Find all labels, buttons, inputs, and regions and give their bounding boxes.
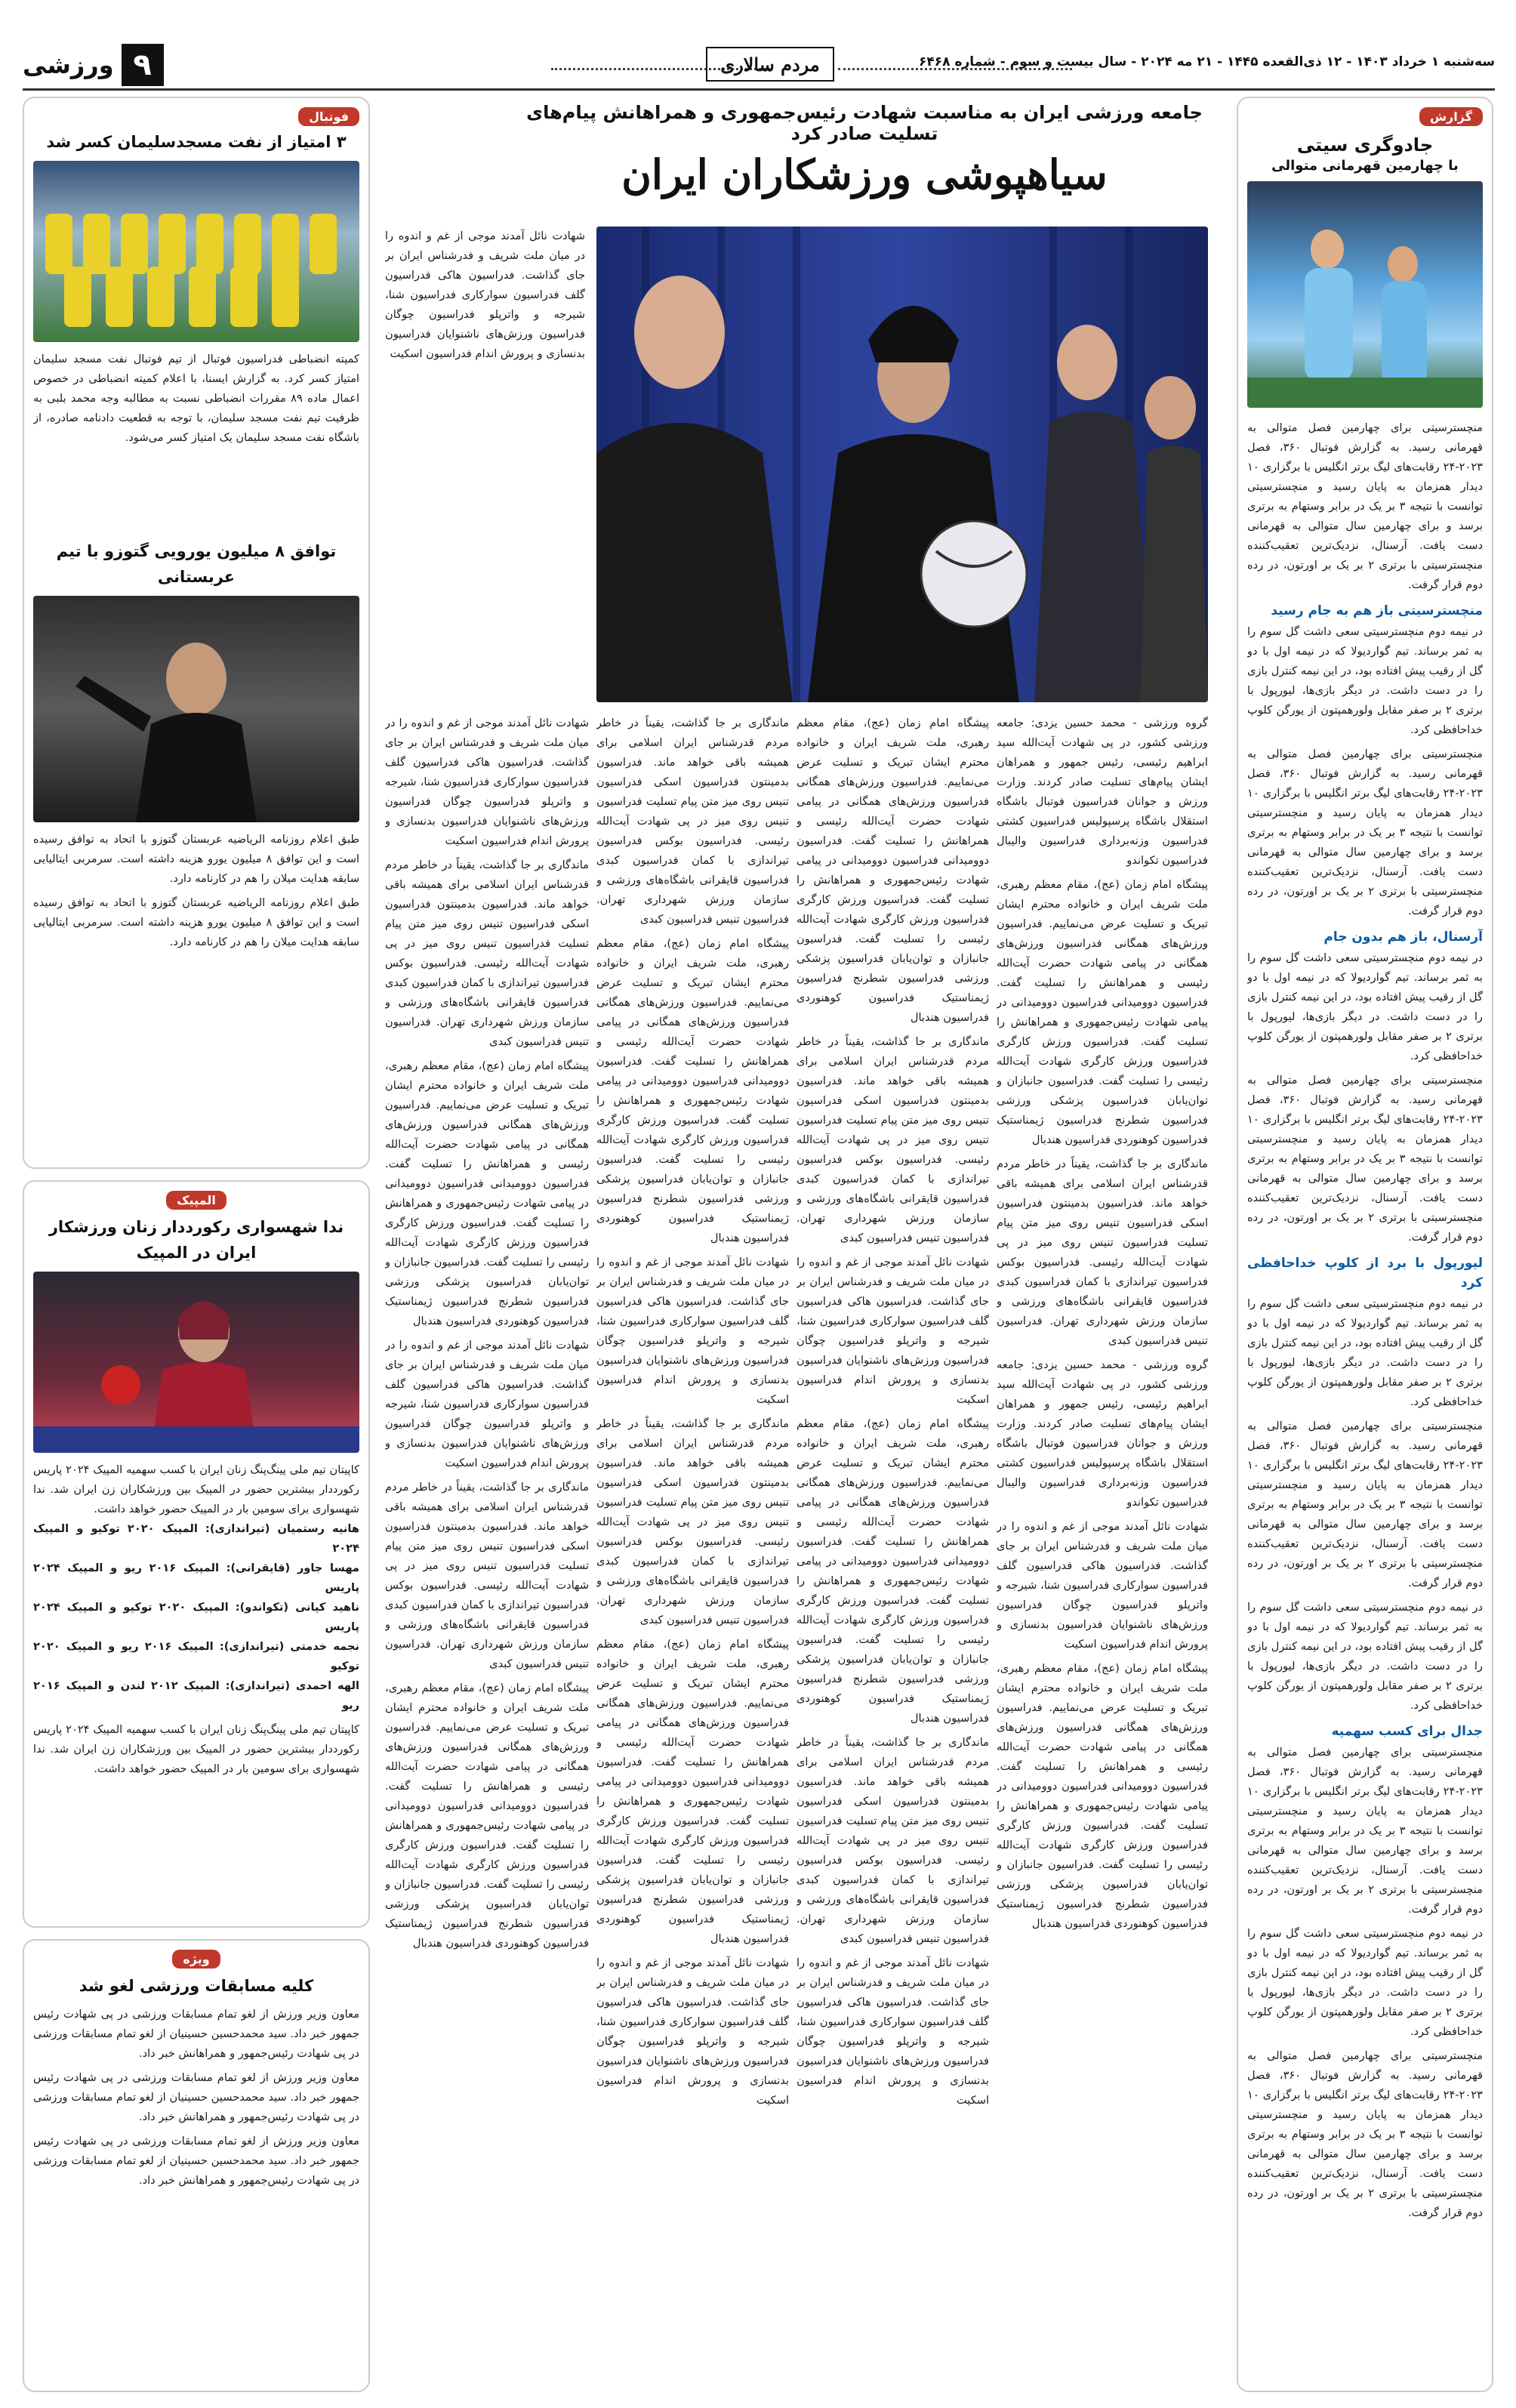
team-photo: [33, 161, 359, 342]
article-column-text: پیشگاه امام زمان (عج)، مقام معظم رهبری، ملت شریف ایران و خانواده محترم ایشان تبریک و تسلیت عرض می‌نماییم. فدراسیون ورزش‌های همگانی فدراسیون ورزش‌های همگانی در پیامی شهادت حضرت آیت‌الله رئیسی و همراهانش را تسلیت گفت. فدراسیون دوومیدانی فدراسیون دوومیدانی در پیامی شهادت رئیس‌جمهوری و همراهانش را تسلیت گفت. فدراسیون ورزش کارگری فدراسیون ورزش کارگری شهادت آیت‌الله رئیسی را تسلیت گفت. فدراسیون جانبازان و توان‌یابان فدراسیون پزشکی ورزشی فدراسیون شطرنج فدراسیون ژیمناستیک فدراسیون کوهنوردی فدراسیون هندبال: [797, 1417, 989, 1725]
article-column-text: ماندگاری بر جا گذاشت، یقیناً در خاطر مردم قدرشناس ایران اسلامی برای همیشه باقی خواهد ماند. فدراسیون بدمینتون فدراسیون اسکی فدراسیون تنیس روی میز متن پیام تسلیت فدراسیون تنیس روی میز در پی شهادت آیت‌الله رئیسی. فدراسیون بوکس فدراسیون تیراندازی با کمان فدراسیون کبدی فدراسیون قایقرانی باشگاه‌های ورزشی و سازمان ورزش شهرداری تهران. فدراسیون تنیس فدراسیون کبدی: [596, 1417, 789, 1626]
article-body-text: معاون وزیر ورزش از لغو تمام مسابقات ورزشی در پی شهادت رئیس جمهور خبر داد. سید محمدحسین حسینیان از لغو تمام مسابقات ورزشی در پی شهادت رئیس‌جمهور و همراهانش خبر داد.: [33, 2135, 359, 2187]
article-body: در نیمه دوم منچسترسیتی سعی داشت گل سوم را به ثمر برساند. تیم گواردیولا که در نیمه اول با دو گل از رقیب پیش افتاده بود، در این نیمه کنترل بازی را در دست داشت. در دیگر بازی‌ها، لیورپول با برتری ۲ بر صفر مقابل ولورهمپتون از یورگن کلوپ خداحافظی کرد.: [1247, 951, 1483, 1062]
article-column-text: شهادت نائل آمدند موجی از غم و اندوه را در میان ملت شریف و فدرشناس ایران بر جای گذاشت. فدراسیون هاکی فدراسیون گلف فدراسیون سوارکاری فدراسیون شنا، شیرجه و واترپلو فدراسیون چوگان فدراسیون ورزش‌های ناشنوایان فدراسیون بدنسازی و پرورش اندام فدراسیون اسکیت: [797, 1956, 989, 2107]
article-body-text: معاون وزیر ورزش از لغو تمام مسابقات ورزشی در پی شهادت رئیس جمهور خبر داد. سید محمدحسین حسینیان از لغو تمام مسابقات ورزشی در پی شهادت رئیس‌جمهور و همراهانش خبر داد.: [33, 2008, 359, 2060]
article-body-text: کاپیتان تیم ملی پینگ‌پنگ زنان ایران با کسب سهمیه المپیک ۲۰۲۴ پاریس رکورددار بیشترین حضور در المپیک بین ورزشکاران زن ایران شد. ندا شهسواری برای سومین بار در المپیک حضور خواهد داشت.: [33, 1723, 359, 1775]
section-tag: المپیک: [166, 1191, 226, 1210]
article-column-text: پیشگاه امام زمان (عج)، مقام معظم رهبری، ملت شریف ایران و خانواده محترم ایشان تبریک و تسلیت عرض می‌نماییم. فدراسیون ورزش‌های همگانی فدراسیون ورزش‌های همگانی در پیامی شهادت حضرت آیت‌الله رئیسی و همراهانش را تسلیت گفت. فدراسیون دوومیدانی فدراسیون دوومیدانی در پیامی شهادت رئیس‌جمهوری و همراهانش را تسلیت گفت. فدراسیون ورزش کارگری فدراسیون ورزش کارگری شهادت آیت‌الله رئیسی را تسلیت گفت. فدراسیون جانبازان و توان‌یابان فدراسیون پزشکی ورزشی فدراسیون شطرنج فدراسیون ژیمناستیک فدراسیون کوهنوردی فدراسیون هندبال: [997, 1662, 1208, 1930]
article-subtitle: با چهارمین قهرمانی متوالی: [1271, 158, 1459, 174]
article-column-text: گروه ورزشی - محمد حسین یزدی: جامعه ورزشی کشور، در پی شهادت آیت‌الله سید ابراهیم رئیسی، رئیس جمهور و همراهان ایشان پیام‌های تسلیت صادر کردند. وزارت ورزش و جوانان فدراسیون فوتبال باشگاه استقلال باشگاه پرسپولیس فدراسیون کشتی فدراسیون وزنه‌برداری فدراسیون والیبال فدراسیون تکواندو: [997, 1358, 1208, 1509]
newspaper-logo: مردم سالاری: [706, 47, 834, 82]
section-tag: گزارش: [1419, 107, 1483, 126]
article-body: در نیمه دوم منچسترسیتی سعی داشت گل سوم را به ثمر برساند. تیم گواردیولا که در نیمه اول با دو گل از رقیب پیش افتاده بود، در این نیمه کنترل بازی را در دست داشت. در دیگر بازی‌ها، لیورپول با برتری ۲ بر صفر مقابل ولورهمپتون از یورگن کلوپ خداحافظی کرد.: [1247, 1297, 1483, 1408]
article-title: ندا شهسواری رکورددار زنان ورزشکار ایران در المپیک: [48, 1218, 344, 1262]
page-number: ۹: [122, 44, 164, 86]
article-column-text: ماندگاری بر جا گذاشت، یقیناً در خاطر مردم قدرشناس ایران اسلامی برای همیشه باقی خواهد ماند. فدراسیون بدمینتون فدراسیون اسکی فدراسیون تنیس روی میز متن پیام تسلیت فدراسیون تنیس روی میز در پی شهادت آیت‌الله رئیسی. فدراسیون بوکس فدراسیون تیراندازی با کمان فدراسیون کبدی فدراسیون قایقرانی باشگاه‌های ورزشی و سازمان ورزش شهرداری تهران. فدراسیون تنیس فدراسیون کبدی: [596, 717, 789, 926]
article-column-text: پیشگاه امام زمان (عج)، مقام معظم رهبری، ملت شریف ایران و خانواده محترم ایشان تبریک و تسلیت عرض می‌نماییم. فدراسیون ورزش‌های همگانی فدراسیون ورزش‌های همگانی در پیامی شهادت حضرت آیت‌الله رئیسی و همراهانش را تسلیت گفت. فدراسیون دوومیدانی فدراسیون دوومیدانی در پیامی شهادت رئیس‌جمهوری و همراهانش را تسلیت گفت. فدراسیون ورزش کارگری فدراسیون ورزش کارگری شهادت آیت‌الله رئیسی را تسلیت گفت. فدراسیون جانبازان و توان‌یابان فدراسیون پزشکی ورزشی فدراسیون شطرنج فدراسیون ژیمناستیک فدراسیون کوهنوردی فدراسیون هندبال: [385, 1059, 589, 1327]
article-column-text: پیشگاه امام زمان (عج)، مقام معظم رهبری، ملت شریف ایران و خانواده محترم ایشان تبریک و تسلیت عرض می‌نماییم. فدراسیون ورزش‌های همگانی فدراسیون ورزش‌های همگانی در پیامی شهادت حضرت آیت‌الله رئیسی و همراهانش را تسلیت گفت. فدراسیون دوومیدانی فدراسیون دوومیدانی در پیامی شهادت رئیس‌جمهوری و همراهانش را تسلیت گفت. فدراسیون ورزش کارگری فدراسیون ورزش کارگری شهادت آیت‌الله رئیسی را تسلیت گفت. فدراسیون جانبازان و توان‌یابان فدراسیون پزشکی ورزشی فدراسیون شطرنج فدراسیون ژیمناستیک فدراسیون کوهنوردی فدراسیون هندبال: [596, 937, 789, 1244]
article-column-text: شهادت نائل آمدند موجی از غم و اندوه را در میان ملت شریف و فدرشناس ایران بر جای گذاشت. فدراسیون هاکی فدراسیون گلف فدراسیون سوارکاری فدراسیون شنا، شیرجه و واترپلو فدراسیون چوگان فدراسیون ورزش‌های ناشنوایان فدراسیون بدنسازی و پرورش اندام فدراسیون اسکیت: [596, 1956, 789, 2107]
page-header: [23, 36, 1495, 91]
article-body: منچسترسیتی برای چهارمین فصل متوالی به قهرمانی رسید. به گزارش فوتبال ۳۶۰، فصل ۲۰۲۳-۲۴ رقابت‌های لیگ برتر انگلیس با برگزاری ۱۰ دیدار همزمان به پایان رسید و منچسترسیتی توانست با نتیجه ۳ بر یک در برابر وستهام به برتری برسد و برای چهارمین سال متوالی به قهرمانی دست یافت. آرسنال، نزدیک‌ترین تعقیب‌کننده منچسترسیتی با برتری ۲ بر یک بر اورتون، در رده دوم قرار گرفت.: [1247, 421, 1483, 591]
olympic-list-item: الهه احمدی (تیراندازی): المپیک ۲۰۱۲ لندن و المپیک ۲۰۱۶ ریو: [33, 1679, 359, 1712]
article-column: [797, 714, 989, 2390]
sidebar-box: [23, 1180, 370, 1928]
article-subhead: لیورپول با برد از کلوپ خداحافظی کرد: [1247, 1256, 1483, 1290]
coach-gesturing-image: [33, 596, 359, 822]
main-photo: [596, 227, 1208, 702]
issue-info: سه‌شنبه ۱ خرداد ۱۴۰۳ - ۱۲ ذی‌القعده ۱۴۴۵ - ۲۱ مه ۲۰۲۴ - سال بیست و سوم - شماره ۶۴۶۸: [919, 54, 1495, 69]
article-body-text: طبق اعلام روزنامه الریاضیه عربستان گتوزو با اتحاد به توافق رسیده است و این توافق ۸ میلیون یورو هزینه داشته است. سرمربی ایتالیایی سابقه هدایت میلان را هم در کارنامه دارد.: [33, 833, 359, 885]
article-column: [385, 714, 589, 2390]
article-body: [33, 830, 359, 1056]
article-body: منچسترسیتی برای چهارمین فصل متوالی به قهرمانی رسید. به گزارش فوتبال ۳۶۰، فصل ۲۰۲۳-۲۴ رقابت‌های لیگ برتر انگلیس با برگزاری ۱۰ دیدار همزمان به پایان رسید و منچسترسیتی توانست با نتیجه ۳ بر یک در برابر وستهام به برتری برسد و برای چهارمین سال متوالی به قهرمانی دست یافت. آرسنال، نزدیک‌ترین تعقیب‌کننده منچسترسیتی با برتری ۲ بر یک بر اورتون، در رده دوم قرار گرفت.: [1247, 1746, 1483, 1916]
article-column-text: پیشگاه امام زمان (عج)، مقام معظم رهبری، ملت شریف ایران و خانواده محترم ایشان تبریک و تسلیت عرض می‌نماییم. فدراسیون ورزش‌های همگانی فدراسیون ورزش‌های همگانی در پیامی شهادت حضرت آیت‌الله رئیسی و همراهانش را تسلیت گفت. فدراسیون دوومیدانی فدراسیون دوومیدانی در پیامی شهادت رئیس‌جمهوری و همراهانش را تسلیت گفت. فدراسیون ورزش کارگری فدراسیون ورزش کارگری شهادت آیت‌الله رئیسی را تسلیت گفت. فدراسیون جانبازان و توان‌یابان فدراسیون پزشکی ورزشی فدراسیون شطرنج فدراسیون ژیمناستیک فدراسیون کوهنوردی فدراسیون هندبال: [997, 878, 1208, 1146]
article-column-text: شهادت نائل آمدند موجی از غم و اندوه را در میان ملت شریف و فدرشناس ایران بر جای گذاشت. فدراسیون هاکی فدراسیون گلف فدراسیون سوارکاری فدراسیون شنا، شیرجه و واترپلو فدراسیون چوگان فدراسیون ورزش‌های ناشنوایان فدراسیون بدنسازی و پرورش اندام فدراسیون اسکیت: [797, 1256, 989, 1406]
sidebar-right: [1237, 97, 1493, 2392]
article-column-text: پیشگاه امام زمان (عج)، مقام معظم رهبری، ملت شریف ایران و خانواده محترم ایشان تبریک و تسلیت عرض می‌نماییم. فدراسیون ورزش‌های همگانی فدراسیون ورزش‌های همگانی در پیامی شهادت حضرت آیت‌الله رئیسی و همراهانش را تسلیت گفت. فدراسیون دوومیدانی فدراسیون دوومیدانی در پیامی شهادت رئیس‌جمهوری و همراهانش را تسلیت گفت. فدراسیون ورزش کارگری فدراسیون ورزش کارگری شهادت آیت‌الله رئیسی را تسلیت گفت. فدراسیون جانبازان و توان‌یابان فدراسیون پزشکی ورزشی فدراسیون شطرنج فدراسیون ژیمناستیک فدراسیون کوهنوردی فدراسیون هندبال: [797, 717, 989, 1024]
article-column-text: شهادت نائل آمدند موجی از غم و اندوه را در میان ملت شریف و فدرشناس ایران بر جای گذاشت. فدراسیون هاکی فدراسیون گلف فدراسیون سوارکاری فدراسیون شنا، شیرجه و واترپلو فدراسیون چوگان فدراسیون ورزش‌های ناشنوایان فدراسیون بدنسازی و پرورش اندام فدراسیون اسکیت: [385, 717, 589, 847]
athlete-photo: [33, 1272, 359, 1453]
article-column-text: ماندگاری بر جا گذاشت، یقیناً در خاطر مردم قدرشناس ایران اسلامی برای همیشه باقی خواهد ماند. فدراسیون بدمینتون فدراسیون اسکی فدراسیون تنیس روی میز متن پیام تسلیت فدراسیون تنیس روی میز در پی شهادت آیت‌الله رئیسی. فدراسیون بوکس فدراسیون تیراندازی با کمان فدراسیون کبدی فدراسیون قایقرانی باشگاه‌های ورزشی و سازمان ورزش شهرداری تهران. فدراسیون تنیس فدراسیون کبدی: [797, 1736, 989, 1945]
article-title: توافق ۸ میلیون یورویی گتوزو با تیم عربستانی: [56, 542, 337, 586]
article-column-text: ماندگاری بر جا گذاشت، یقیناً در خاطر مردم قدرشناس ایران اسلامی برای همیشه باقی خواهد ماند. فدراسیون بدمینتون فدراسیون اسکی فدراسیون تنیس روی میز متن پیام تسلیت فدراسیون تنیس روی میز در پی شهادت آیت‌الله رئیسی. فدراسیون بوکس فدراسیون تیراندازی با کمان فدراسیون کبدی فدراسیون قایقرانی باشگاه‌های ورزشی و سازمان ورزش شهرداری تهران. فدراسیون تنیس فدراسیون کبدی: [385, 859, 589, 1048]
main-article: [377, 102, 1216, 2397]
article-column-text: گروه ورزشی - محمد حسین یزدی: جامعه ورزشی کشور، در پی شهادت آیت‌الله سید ابراهیم رئیسی، رئیس جمهور و همراهان ایشان پیام‌های تسلیت صادر کردند. وزارت ورزش و جوانان فدراسیون فوتبال باشگاه استقلال باشگاه پرسپولیس فدراسیون کشتی فدراسیون وزنه‌برداری فدراسیون والیبال فدراسیون تکواندو: [997, 717, 1208, 867]
article-body: [33, 1460, 359, 1928]
article-body-text: کاپیتان تیم ملی پینگ‌پنگ زنان ایران با کسب سهمیه المپیک ۲۰۲۴ پاریس رکورددار بیشترین حضور در المپیک بین ورزشکاران زن ایران شد. ندا شهسواری برای سومین بار در المپیک حضور خواهد داشت.: [33, 1463, 359, 1515]
section-tag: ویژه: [172, 1950, 220, 1969]
article-subhead: منچسترسیتی باز هم به جام رسید: [1271, 603, 1483, 618]
section-tag: فوتبال: [298, 107, 359, 126]
article-body: در نیمه دوم منچسترسیتی سعی داشت گل سوم را به ثمر برساند. تیم گواردیولا که در نیمه اول با دو گل از رقیب پیش افتاده بود، در این نیمه کنترل بازی را در دست داشت. در دیگر بازی‌ها، لیورپول با برتری ۲ بر صفر مقابل ولورهمپتون از یورگن کلوپ خداحافظی کرد.: [1247, 625, 1483, 736]
olympic-list-item: نجمه خدمتی (تیراندازی): المپیک ۲۰۱۶ ریو و المپیک ۲۰۲۰ توکیو: [33, 1640, 359, 1673]
article-body: منچسترسیتی برای چهارمین فصل متوالی به قهرمانی رسید. به گزارش فوتبال ۳۶۰، فصل ۲۰۲۳-۲۴ رقابت‌های لیگ برتر انگلیس با برگزاری ۱۰ دیدار همزمان به پایان رسید و منچسترسیتی توانست با نتیجه ۳ بر یک در برابر وستهام به برتری برسد و برای چهارمین سال متوالی به قهرمانی دست یافت. آرسنال، نزدیک‌ترین تعقیب‌کننده منچسترسیتی با برتری ۲ بر یک بر اورتون، در رده دوم قرار گرفت.: [1247, 748, 1483, 917]
football-team-image: [33, 161, 359, 342]
article-column-text: ماندگاری بر جا گذاشت، یقیناً در خاطر مردم قدرشناس ایران اسلامی برای همیشه باقی خواهد ماند. فدراسیون بدمینتون فدراسیون اسکی فدراسیون تنیس روی میز متن پیام تسلیت فدراسیون تنیس روی میز در پی شهادت آیت‌الله رئیسی. فدراسیون بوکس فدراسیون تیراندازی با کمان فدراسیون کبدی فدراسیون قایقرانی باشگاه‌های ورزشی و سازمان ورزش شهرداری تهران. فدراسیون تنیس فدراسیون کبدی: [385, 1481, 589, 1670]
article-title: ۳ امتیاز از نفت مسجدسلیمان کسر شد: [46, 133, 347, 151]
article-column: [596, 714, 789, 2390]
article-subhead: جدال برای کسب سهمیه: [1331, 1724, 1483, 1739]
article-title: جادوگری سیتی: [1296, 134, 1434, 156]
article-headline: سیاهپوشی ورزشکاران ایران: [621, 150, 1108, 199]
article-body: کمیته انضباطی فدراسیون فوتبال از تیم فوتبال نفت مسجد سلیمان امتیاز کسر کرد. به گزارش ایسنا، با اعلام کمیته انضباطی در خصوص اعمال ماده ۸۹ مقررات انضباطی نسبت به مطالبه وجه محمد بلبی به ظرفیت تیم نفت مسجد سلیمان، با توجه به قطعیت دادنامه صادره، از باشگاه نفت مسجد سلیمان یک امتیاز کسر می‌شود.: [33, 353, 359, 444]
article-body: در نیمه دوم منچسترسیتی سعی داشت گل سوم را به ثمر برساند. تیم گواردیولا که در نیمه اول با دو گل از رقیب پیش افتاده بود، در این نیمه کنترل بازی را در دست داشت. در دیگر بازی‌ها، لیورپول با برتری ۲ بر صفر مقابل ولورهمپتون از یورگن کلوپ خداحافظی کرد.: [1247, 1601, 1483, 1712]
article-column: [997, 714, 1208, 2390]
olympic-list-item: مهسا جاور (قایقرانی): المپیک ۲۰۱۶ ریو و المپیک ۲۰۲۴ پاریس: [33, 1562, 359, 1594]
article-column-text: ماندگاری بر جا گذاشت، یقیناً در خاطر مردم قدرشناس ایران اسلامی برای همیشه باقی خواهد ماند. فدراسیون بدمینتون فدراسیون اسکی فدراسیون تنیس روی میز متن پیام تسلیت فدراسیون تنیس روی میز در پی شهادت آیت‌الله رئیسی. فدراسیون بوکس فدراسیون تیراندازی با کمان فدراسیون کبدی فدراسیون قایقرانی باشگاه‌های ورزشی و سازمان ورزش شهرداری تهران. فدراسیون تنیس فدراسیون کبدی: [997, 1158, 1208, 1347]
players-celebrating-image: [1247, 181, 1483, 408]
article-column-text: ماندگاری بر جا گذاشت، یقیناً در خاطر مردم قدرشناس ایران اسلامی برای همیشه باقی خواهد ماند. فدراسیون بدمینتون فدراسیون اسکی فدراسیون تنیس روی میز متن پیام تسلیت فدراسیون تنیس روی میز در پی شهادت آیت‌الله رئیسی. فدراسیون بوکس فدراسیون تیراندازی با کمان فدراسیون کبدی فدراسیون قایقرانی باشگاه‌های ورزشی و سازمان ورزش شهرداری تهران. فدراسیون تنیس فدراسیون کبدی: [797, 1035, 989, 1244]
article-subhead: آرسنال، باز هم بدون جام: [1323, 930, 1483, 945]
article-column-text: شهادت نائل آمدند موجی از غم و اندوه را در میان ملت شریف و فدرشناس ایران بر جای گذاشت. فدراسیون هاکی فدراسیون گلف فدراسیون سوارکاری فدراسیون شنا، شیرجه و واترپلو فدراسیون چوگان فدراسیون ورزش‌های ناشنوایان فدراسیون بدنسازی و پرورش اندام فدراسیون اسکیت: [596, 1256, 789, 1406]
olympic-list-item: هانیه رستمیان (تیراندازی): المپیک ۲۰۲۰ توکیو و المپیک ۲۰۲۴: [33, 1522, 359, 1555]
article-title: کلیه مسابقات ورزشی لغو شد: [79, 1977, 314, 1995]
article-column-text: شهادت نائل آمدند موجی از غم و اندوه را در میان ملت شریف و فدرشناس ایران بر جای گذاشت. فدراسیون هاکی فدراسیون گلف فدراسیون سوارکاری فدراسیون شنا، شیرجه و واترپلو فدراسیون چوگان فدراسیون ورزش‌های ناشنوایان فدراسیون بدنسازی و پرورش اندام فدراسیون اسکیت: [997, 1520, 1208, 1651]
article-column-text: پیشگاه امام زمان (عج)، مقام معظم رهبری، ملت شریف ایران و خانواده محترم ایشان تبریک و تسلیت عرض می‌نماییم. فدراسیون ورزش‌های همگانی فدراسیون ورزش‌های همگانی در پیامی شهادت حضرت آیت‌الله رئیسی و همراهانش را تسلیت گفت. فدراسیون دوومیدانی فدراسیون دوومیدانی در پیامی شهادت رئیس‌جمهوری و همراهانش را تسلیت گفت. فدراسیون ورزش کارگری فدراسیون ورزش کارگری شهادت آیت‌الله رئیسی را تسلیت گفت. فدراسیون جانبازان و توان‌یابان فدراسیون پزشکی ورزشی فدراسیون شطرنج فدراسیون ژیمناستیک فدراسیون کوهنوردی فدراسیون هندبال: [385, 1682, 589, 1950]
sidebar-box: [23, 97, 370, 1169]
coach-photo: [33, 596, 359, 822]
officials-with-ball-image: [596, 227, 1208, 702]
article-body-text: طبق اعلام روزنامه الریاضیه عربستان گتوزو با اتحاد به توافق رسیده است و این توافق ۸ میلیون یورو هزینه داشته است. سرمربی ایتالیایی سابقه هدایت میلان را هم در کارنامه دارد.: [33, 896, 359, 948]
article-body: منچسترسیتی برای چهارمین فصل متوالی به قهرمانی رسید. به گزارش فوتبال ۳۶۰، فصل ۲۰۲۳-۲۴ رقابت‌های لیگ برتر انگلیس با برگزاری ۱۰ دیدار همزمان به پایان رسید و منچسترسیتی توانست با نتیجه ۳ بر یک در برابر وستهام به برتری برسد و برای چهارمین سال متوالی به قهرمانی دست یافت. آرسنال، نزدیک‌ترین تعقیب‌کننده منچسترسیتی با برتری ۲ بر یک بر اورتون، در رده دوم قرار گرفت.: [1247, 1420, 1483, 1589]
article-body: منچسترسیتی برای چهارمین فصل متوالی به قهرمانی رسید. به گزارش فوتبال ۳۶۰، فصل ۲۰۲۳-۲۴ رقابت‌های لیگ برتر انگلیس با برگزاری ۱۰ دیدار همزمان به پایان رسید و منچسترسیتی توانست با نتیجه ۳ بر یک در برابر وستهام به برتری برسد و برای چهارمین سال متوالی به قهرمانی دست یافت. آرسنال، نزدیک‌ترین تعقیب‌کننده منچسترسیتی با برتری ۲ بر یک بر اورتون، در رده دوم قرار گرفت.: [1247, 1074, 1483, 1244]
olympic-list-item: ناهید کیانی (تکواندو): المپیک ۲۰۲۰ توکیو و المپیک ۲۰۲۴ پاریس: [33, 1601, 359, 1633]
table-tennis-player-image: [33, 1272, 359, 1453]
article-body: [33, 2005, 359, 2375]
article-photo: [1247, 181, 1483, 408]
article-body-text: معاون وزیر ورزش از لغو تمام مسابقات ورزشی در پی شهادت رئیس جمهور خبر داد. سید محمدحسین حسینیان از لغو تمام مسابقات ورزشی در پی شهادت رئیس‌جمهور و همراهانش خبر داد.: [33, 2071, 359, 2123]
article-body: منچسترسیتی برای چهارمین فصل متوالی به قهرمانی رسید. به گزارش فوتبال ۳۶۰، فصل ۲۰۲۳-۲۴ رقابت‌های لیگ برتر انگلیس با برگزاری ۱۰ دیدار همزمان به پایان رسید و منچسترسیتی توانست با نتیجه ۳ بر یک در برابر وستهام به برتری برسد و برای چهارمین سال متوالی به قهرمانی دست یافت. آرسنال، نزدیک‌ترین تعقیب‌کننده منچسترسیتی با برتری ۲ بر یک بر اورتون، در رده دوم قرار گرفت.: [1247, 2049, 1483, 2219]
article-column: شهادت نائل آمدند موجی از غم و اندوه را در میان ملت شریف و فدرشناس ایران بر جای گذاشت. فدراسیون هاکی فدراسیون گلف فدراسیون سوارکاری فدراسیون شنا، شیرجه و واترپلو فدراسیون چوگان فدراسیون ورزش‌های ناشنوایان فدراسیون بدنسازی و پرورش اندام فدراسیون اسکیت: [385, 230, 585, 360]
sidebar-box: [23, 1939, 370, 2392]
sidebar-left: [23, 97, 370, 2392]
page-badge: [23, 44, 164, 86]
article-body: در نیمه دوم منچسترسیتی سعی داشت گل سوم را به ثمر برساند. تیم گواردیولا که در نیمه اول با دو گل از رقیب پیش افتاده بود، در این نیمه کنترل بازی را در دست داشت. در دیگر بازی‌ها، لیورپول با برتری ۲ بر صفر مقابل ولورهمپتون از یورگن کلوپ خداحافظی کرد.: [1247, 1927, 1483, 2038]
article-kicker: جامعه ورزشی ایران به مناسبت شهادت رئیس‌جمهوری و همراهانش پیام‌های تسلیت صادر کرد: [526, 102, 1203, 144]
article-column-text: شهادت نائل آمدند موجی از غم و اندوه را در میان ملت شریف و فدرشناس ایران بر جای گذاشت. فدراسیون هاکی فدراسیون گلف فدراسیون سوارکاری فدراسیون شنا، شیرجه و واترپلو فدراسیون چوگان فدراسیون ورزش‌های ناشنوایان فدراسیون بدنسازی و پرورش اندام فدراسیون اسکیت: [385, 1339, 589, 1469]
article-column-text: پیشگاه امام زمان (عج)، مقام معظم رهبری، ملت شریف ایران و خانواده محترم ایشان تبریک و تسلیت عرض می‌نماییم. فدراسیون ورزش‌های همگانی فدراسیون ورزش‌های همگانی در پیامی شهادت حضرت آیت‌الله رئیسی و همراهانش را تسلیت گفت. فدراسیون دوومیدانی فدراسیون دوومیدانی در پیامی شهادت رئیس‌جمهوری و همراهانش را تسلیت گفت. فدراسیون ورزش کارگری فدراسیون ورزش کارگری شهادت آیت‌الله رئیسی را تسلیت گفت. فدراسیون جانبازان و توان‌یابان فدراسیون پزشکی ورزشی فدراسیون شطرنج فدراسیون ژیمناستیک فدراسیون کوهنوردی فدراسیون هندبال: [596, 1638, 789, 1945]
section-title: ورزشی: [23, 51, 114, 79]
